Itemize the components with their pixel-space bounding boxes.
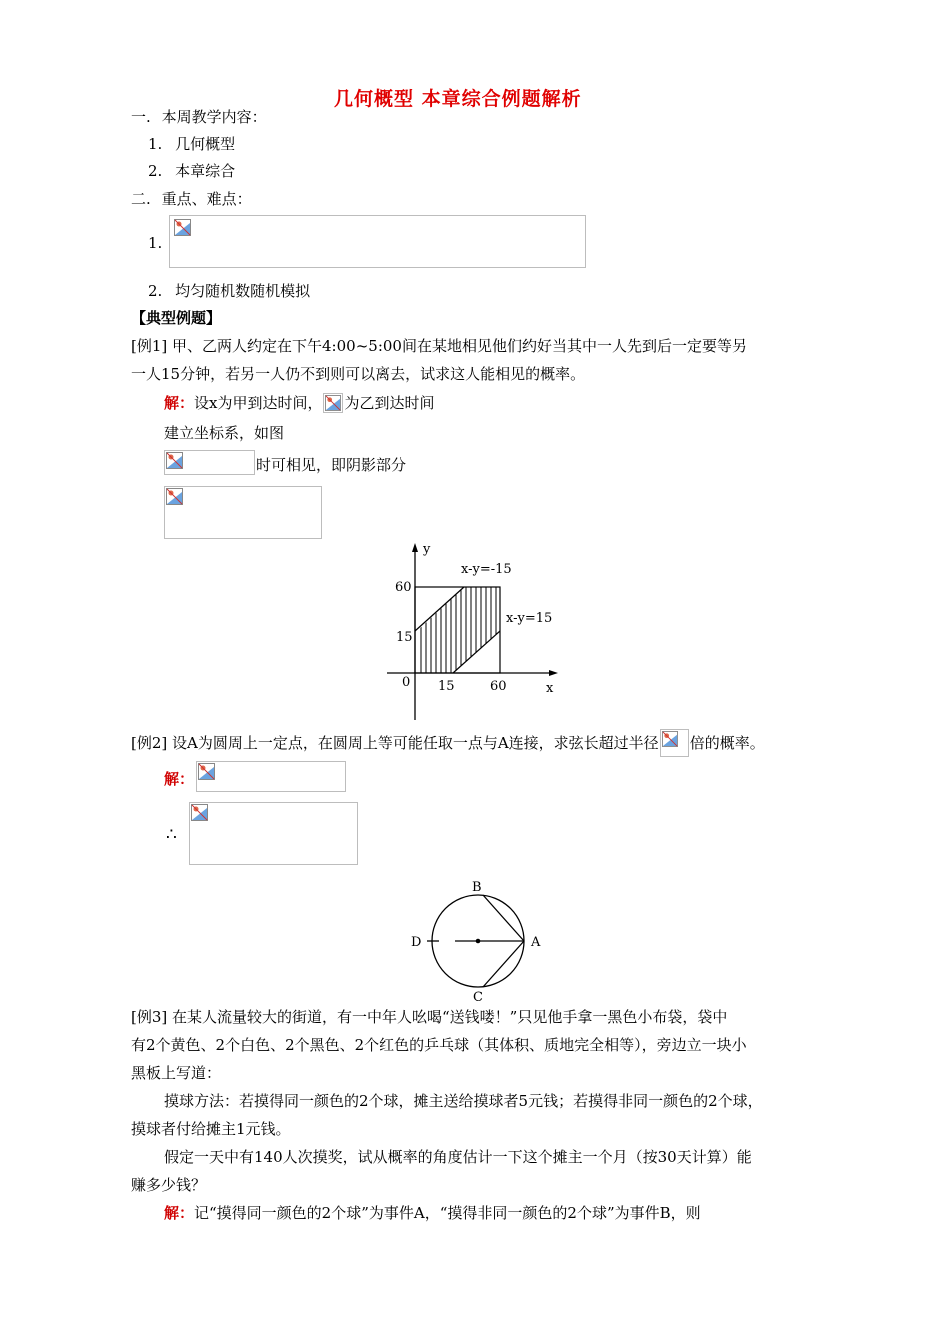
formula-image xyxy=(164,486,322,539)
solution-label: 解： xyxy=(164,394,195,412)
list-text: 本章综合 xyxy=(175,162,236,180)
meet-text: 时可相见，即阴影部分 xyxy=(256,456,407,474)
broken-image-icon xyxy=(166,452,183,469)
x-axis-arrow xyxy=(549,670,558,676)
x-axis-label: x xyxy=(546,681,554,696)
coordinate-text: 建立坐标系，如图 xyxy=(164,424,285,442)
example-3-question-2: 赚多少钱？ xyxy=(131,1176,207,1194)
square-boundary xyxy=(415,587,500,673)
center-point xyxy=(476,939,481,944)
page-title: 几何概型 本章综合例题解析 xyxy=(334,88,582,110)
list-number: 1. xyxy=(148,135,163,153)
formula-image xyxy=(189,802,358,865)
list-item xyxy=(148,133,235,154)
example-3-line-1: [例3] 在某人流量较大的街道，有一中年人吆喝“送钱喽！”只见他手拿一黑色小布袋，袋中 xyxy=(131,1008,728,1026)
broken-image-icon xyxy=(198,763,215,780)
broken-image-icon xyxy=(662,731,678,747)
example-text: 倍的概率。 xyxy=(689,734,765,752)
section-1-heading xyxy=(131,106,267,127)
point-b-label: B xyxy=(472,880,482,895)
line-upper-label: x-y=-15 xyxy=(461,562,512,577)
broken-image-icon xyxy=(325,395,341,411)
formula-image xyxy=(196,761,346,792)
therefore-symbol: ∴ xyxy=(166,825,177,845)
point-a-label: A xyxy=(531,935,541,950)
point-c-label: C xyxy=(473,990,483,1005)
list-text: 几何概型 xyxy=(175,135,236,153)
broken-image-icon xyxy=(191,804,208,821)
list-number: 1. xyxy=(148,234,163,252)
y-tick-15: 15 xyxy=(396,630,413,645)
formula-image xyxy=(660,729,689,757)
section-number: 二. xyxy=(131,190,151,208)
circle-chord-diagram xyxy=(405,876,550,1006)
formula-image xyxy=(169,215,586,268)
example-3-solution xyxy=(164,1202,701,1223)
x-tick-60: 60 xyxy=(490,679,507,694)
solution-text: 记“摸得同一颜色的2个球”为事件A，“摸得非同一颜色的2个球”为事件B，则 xyxy=(194,1204,701,1222)
line-upper xyxy=(415,587,464,631)
formula-image xyxy=(164,450,255,475)
section-text: 重点、难点： xyxy=(161,190,252,208)
origin-label: 0 xyxy=(402,675,411,690)
solution-text: 设x为甲到达时间， xyxy=(194,394,323,412)
list-item xyxy=(148,280,310,301)
list-number: 2. xyxy=(148,282,163,300)
meeting-region-graph xyxy=(385,540,565,722)
list-number: 2. xyxy=(148,162,163,180)
solution-label: 解： xyxy=(164,1204,195,1222)
list-text: 均匀随机数随机模拟 xyxy=(175,282,311,300)
section-text: 本周教学内容： xyxy=(161,108,267,126)
example-3-rule-2: 摸球者付给摊主1元钱。 xyxy=(131,1120,291,1138)
y-axis-label: y xyxy=(423,542,431,557)
list-item xyxy=(148,160,235,181)
typical-examples-heading: 【典型例题】 xyxy=(131,309,222,327)
shaded-region xyxy=(421,580,496,680)
broken-image-icon xyxy=(174,219,191,236)
example-3-rule-1: 摸球方法：若摸得同一颜色的2个球，摊主送给摸球者5元钱；若摸得非同一颜色的2个球， xyxy=(164,1092,763,1110)
solution-label: 解： xyxy=(164,770,195,788)
example-3-line-3: 黑板上写道： xyxy=(131,1064,222,1082)
example-1-solution xyxy=(164,392,435,413)
solution-text: 为乙到达时间 xyxy=(344,394,435,412)
example-3-question-1: 假定一天中有140人次摸奖，试从概率的角度估计一下这个摊主一个月（按30天计算）能 xyxy=(164,1148,752,1166)
y-tick-60: 60 xyxy=(395,580,412,595)
y-axis-arrow xyxy=(412,543,418,552)
example-3-line-2: 有2个黄色、2个白色、2个黑色、2个红色的乒乓球（其体积、质地完全相等），旁边立一块小 xyxy=(131,1036,747,1054)
point-d-label: D xyxy=(411,935,422,950)
section-number: 一. xyxy=(131,108,151,126)
example-text: [例2] 设A为圆周上一定点，在圆周上等可能任取一点与A连接，求弦长超过半径 xyxy=(131,734,659,752)
formula-image xyxy=(323,393,343,413)
example-1-line-2: 一人15分钟，若另一人仍不到则可以离去，试求这人能相见的概率。 xyxy=(131,365,586,383)
broken-image-icon xyxy=(166,488,183,505)
section-2-heading xyxy=(131,188,252,209)
x-tick-15: 15 xyxy=(438,679,455,694)
example-1-line-1: [例1] 甲、乙两人约定在下午4:00~5:00间在某地相见他们约好当其中一人先到后一定要等另 xyxy=(131,337,747,355)
line-lower-label: x-y=15 xyxy=(506,611,553,626)
example-2-text xyxy=(131,729,765,757)
